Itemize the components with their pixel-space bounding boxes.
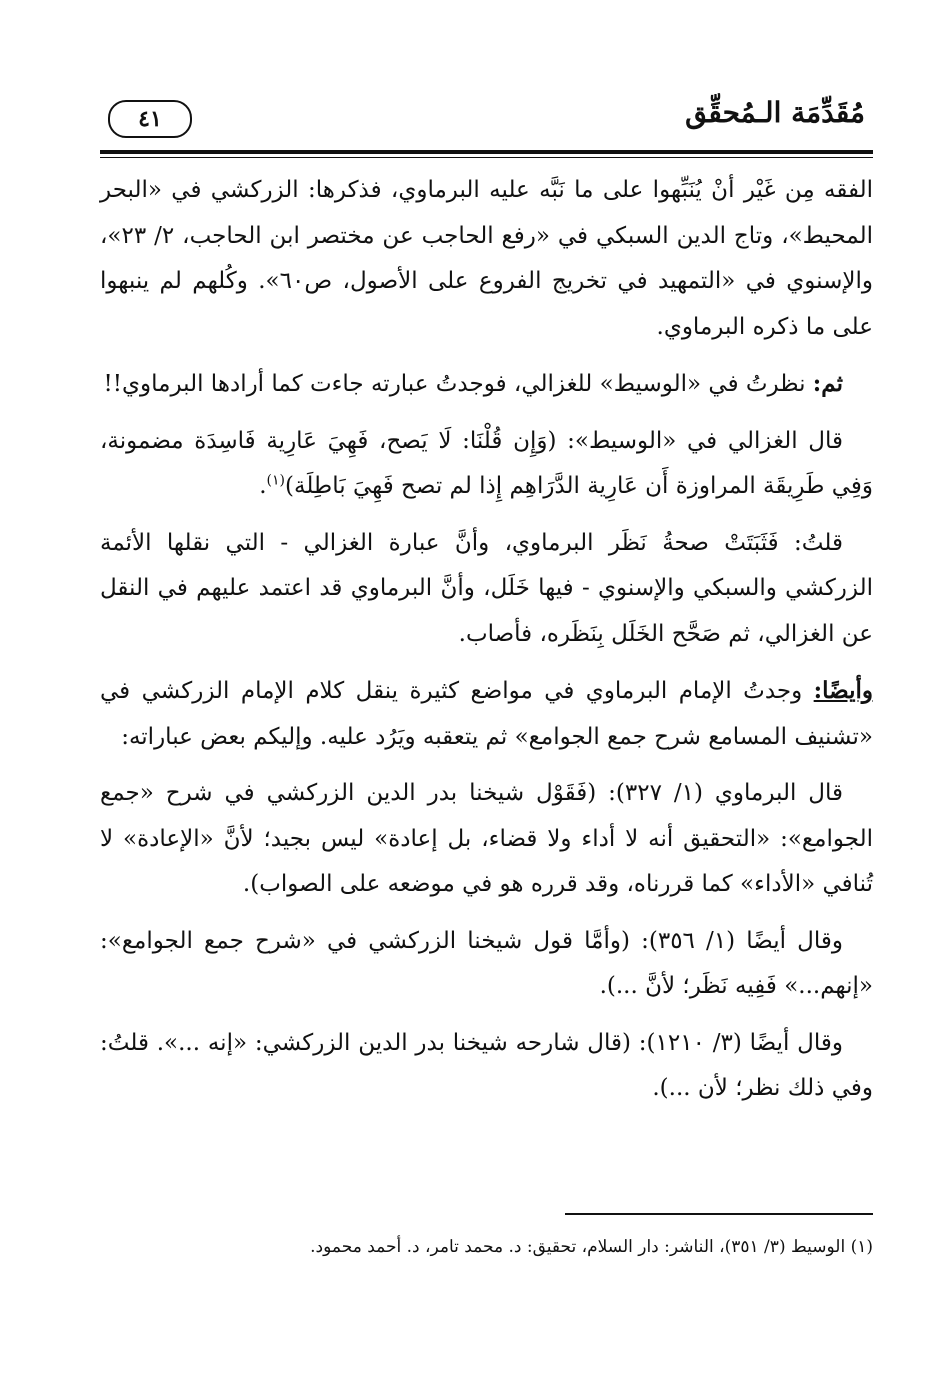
paragraph-text: قال البرماوي (١/ ٣٢٧): (فَقَوْل شيخنا بدر الدين الزركشي في شرح «جمع الجوامع»: «التحقيق أنه لا أداء ولا قضاء، بل إعادة» ليس بجيد؛ لأنَّ «الإعادة» لا تُنافي «الأداء» كما قررناه، وقد قرره هو في موضعه على الصواب). — [100, 780, 873, 897]
paragraph-8 — [100, 1021, 873, 1112]
paragraph-text: نظرتُ في «الوسيط» للغزالي، فوجدتُ عبارته جاءت كما أرادها البرماوي!! — [103, 371, 813, 397]
header-rule-thick — [100, 150, 873, 154]
main-text — [100, 168, 873, 1123]
paragraph-1 — [100, 168, 873, 350]
paragraph-text: وجدتُ الإمام البرماوي في مواضع كثيرة ينقل كلام الإمام الزركشي في «تشنيف المسامع شرح جمع الجوامع» ثم يتعقبه ويَرُد عليه. وإليكم بعض عباراته: — [100, 678, 873, 750]
paragraph-3 — [100, 419, 873, 510]
paragraph-lead: وأيضًا: — [813, 677, 873, 704]
paragraph-5 — [100, 668, 873, 760]
header-rule-thin — [100, 157, 873, 158]
paragraph-text-end: . — [259, 473, 267, 499]
paragraph-lead: ثم: — [812, 370, 843, 397]
footnote-text: (١) الوسيط (٣/ ٣٥١)، الناشر: دار السلام، تحقيق: د. محمد تامر، د. أحمد محمود. — [310, 1237, 873, 1257]
footnote — [100, 1232, 873, 1262]
paragraph-text: وقال أيضًا (٣/ ١٢١٠): (قال شارحه شيخنا بدر الدين الزركشي: «إنه ...». قلتُ: وفي ذلك نظر؛ لأن ...). — [100, 1029, 873, 1101]
page-number-badge — [108, 100, 192, 138]
paragraph-7 — [100, 919, 873, 1010]
paragraph-text: وقال أيضًا (١/ ٣٥٦): (وأمَّا قول شيخنا الزركشي في «شرح جمع الجوامع»: «إنهم...» فَفِيه نَظَر؛ لأنَّ ...). — [100, 927, 873, 999]
paragraph-text: قلتُ: فَثَبَتَتْ صحةُ نَظَر البرماوي، وأنَّ عبارة الغزالي - التي نقلها الأئمة الزركشي والسبكي والإسنوي - فيها خَلَل، وأنَّ البرماوي قد اعتمد عليهم في النقل عن الغزالي، ثم صَحَّح الخَلَل بِنَظَره، فأصاب. — [100, 529, 873, 647]
paragraph-text: قال الغزالي في «الوسيط»: (وَإِن قُلْنَا: لَا يَصح، فَهِيَ عَارِية فَاسِدَة مضمونة، وَفِي طَرِيقَة المراوزة أَن عَارِية الدَّرَاهِم إِذا لم تصح فَهِيَ بَاطِلَة) — [100, 427, 873, 499]
running-title: مُقَدِّمَة الـمُحقِّق — [685, 96, 865, 129]
paragraph-2 — [100, 361, 873, 408]
paragraph-4 — [100, 521, 873, 658]
page-header — [100, 92, 871, 152]
paragraph-text: الفقه مِن غَيْر أنْ يُنَبِّهوا على ما نَبَّه عليه البرماوي، فذكرها: الزركشي في «البحر المحيط»، وتاج الدين السبكي في «رفع الحاجب عن مختصر ابن الحاجب، ٢/ ٢٣»، والإسنوي في «التمهيد في تخريج الفروع على الأصول، ص٦٠». وكُلهم لم ينبهوا على ما ذكره البرماوي. — [100, 177, 873, 340]
page-number: ٤١ — [138, 106, 162, 132]
paragraph-6 — [100, 771, 873, 908]
footnote-marker[interactable]: (١) — [266, 472, 286, 489]
footnote-separator — [565, 1213, 873, 1215]
